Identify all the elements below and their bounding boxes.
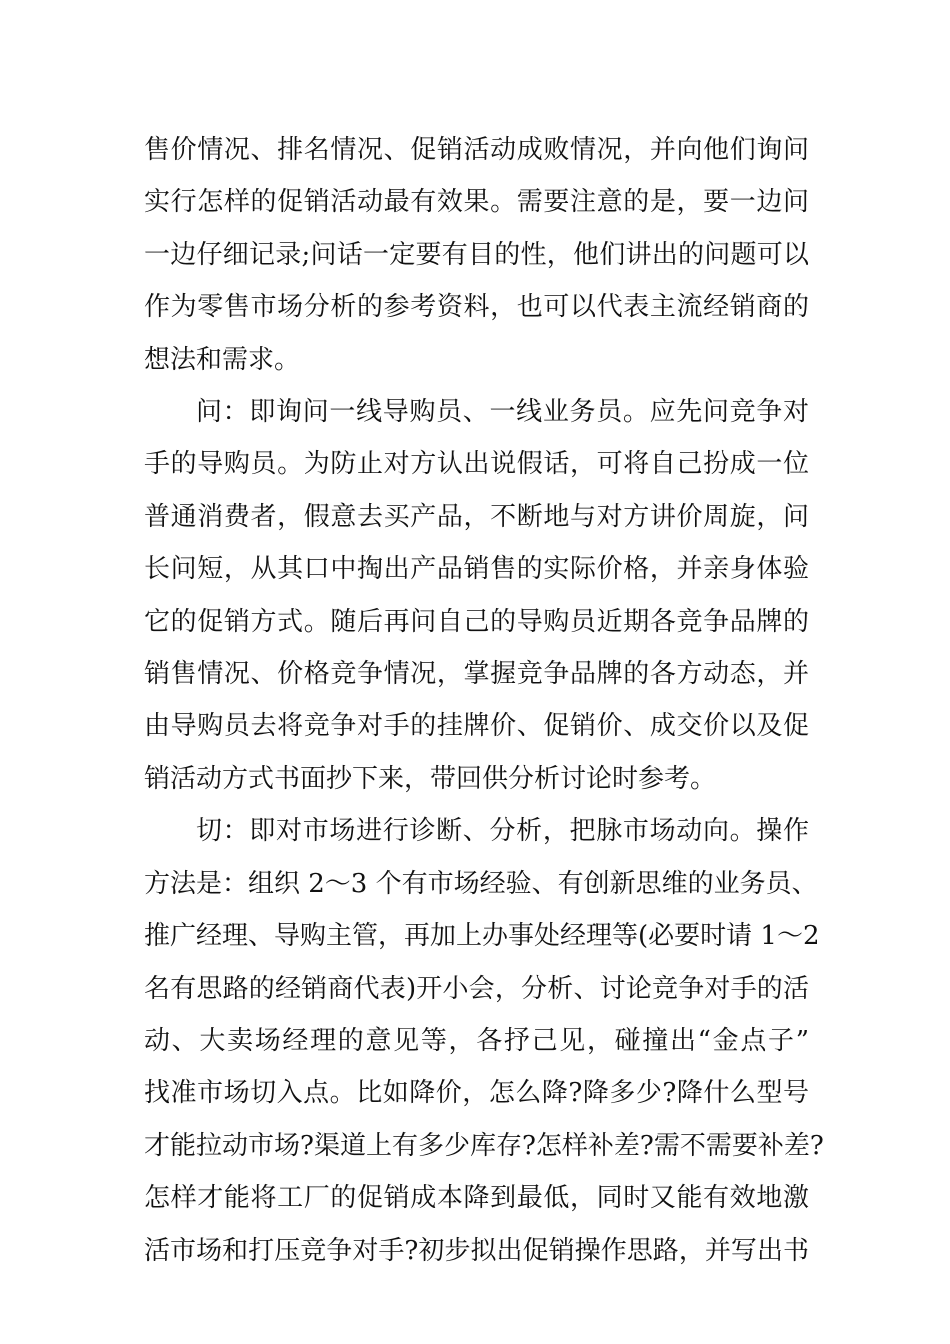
text-line: 切：即对市场进行诊断、分析，把脉市场动向。操作 bbox=[196, 816, 809, 847]
text-line: 手的导购员。为防止对方认出说假话，可将自己扮成一位 bbox=[144, 449, 809, 480]
text-line: 作为零售市场分析的参考资料，也可以代表主流经销商的 bbox=[144, 292, 809, 323]
text-line: 长问短，从其口中掏出产品销售的实际价格，并亲身体验 bbox=[144, 554, 809, 585]
text-line: 才能拉动市场?渠道上有多少库存?怎样补差?需不需要补差? bbox=[144, 1130, 824, 1161]
text-line: 活市场和打压竞争对手?初步拟出促销操作思路，并写出书 bbox=[144, 1235, 809, 1266]
text-line: 想法和需求。 bbox=[144, 344, 301, 375]
text-line: 名有思路的经销商代表)开小会，分析、讨论竞争对手的活 bbox=[144, 973, 809, 1004]
text-line: 怎样才能将工厂的促销成本降到最低，同时又能有效地激 bbox=[144, 1183, 809, 1214]
paragraph-2 bbox=[144, 386, 809, 805]
text-line: 实行怎样的促销活动最有效果。需要注意的是，要一边问 bbox=[144, 187, 809, 218]
text-line: 由导购员去将竞争对手的挂牌价、促销价、成交价以及促 bbox=[144, 711, 809, 742]
text-line: 问：即询问一线导购员、一线业务员。应先问竞争对 bbox=[196, 397, 809, 428]
document-body bbox=[144, 124, 824, 1277]
paragraph-3 bbox=[144, 805, 824, 1277]
text-line: 一边仔细记录;问话一定要有目的性，他们讲出的问题可以 bbox=[144, 239, 809, 270]
text-line: 方法是：组织 2～3 个有市场经验、有创新思维的业务员、 bbox=[144, 868, 818, 899]
text-line: 售价情况、排名情况、促销活动成败情况，并向他们询问 bbox=[144, 135, 809, 165]
text-line: 找准市场切入点。比如降价，怎么降?降多少?降什么型号 bbox=[144, 1078, 809, 1109]
text-line: 它的促销方式。随后再问自己的导购员近期各竞争品牌的 bbox=[144, 606, 809, 637]
text-line: 动、大卖场经理的意见等，各抒己见，碰撞出“金点子” bbox=[144, 1025, 809, 1056]
text-line: 推广经理、导购主管，再加上办事处经理等(必要时请 1～2 bbox=[144, 921, 820, 952]
text-line: 销活动方式书面抄下来，带回供分析讨论时参考。 bbox=[144, 763, 717, 794]
text-line: 销售情况、价格竞争情况，掌握竞争品牌的各方动态，并 bbox=[144, 659, 809, 690]
text-line: 普通消费者，假意去买产品，不断地与对方讲价周旋，问 bbox=[144, 501, 809, 532]
paragraph-1 bbox=[144, 124, 809, 386]
